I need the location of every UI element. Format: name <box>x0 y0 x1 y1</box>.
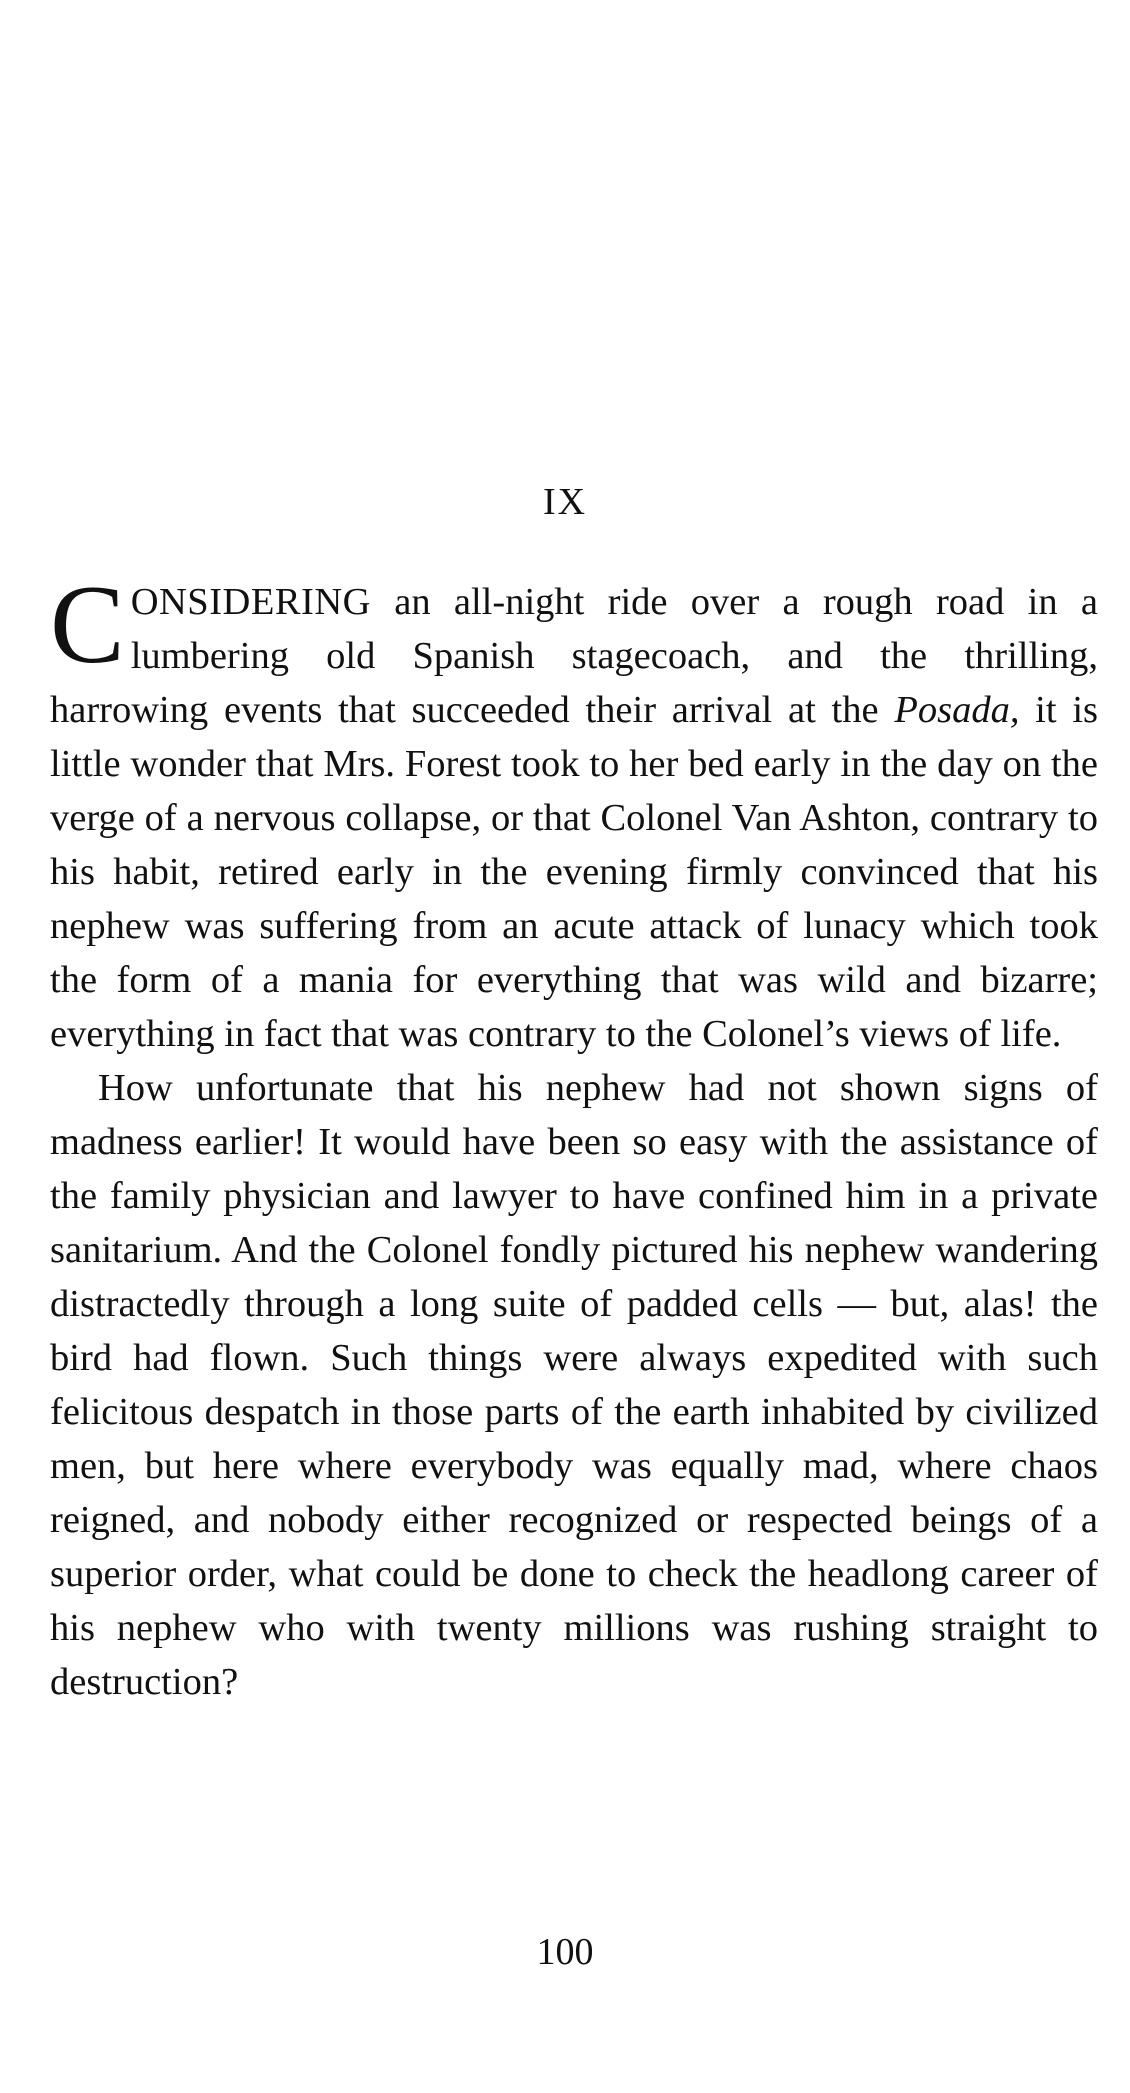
paragraph-1 <box>50 563 1099 1061</box>
page-number: 100 <box>536 1931 594 1973</box>
drop-cap-letter: C <box>50 563 125 687</box>
chapter-number: IX <box>542 481 588 523</box>
paragraph-2: How unfortunate that his nephew had not shown signs of madness earlier! It would have been so easy with the assistance of the family physician and lawyer to have confined him in a private sanitarium. And the Colonel fondly pictured his nephew wandering distractedly through a long suite of padded cells — but, alas! the bird had flown. Such things were always expedited with such felicitous despatch in those parts of the earth inhabited by civilized men, but here where everybody was equally mad, where chaos reigned, and nobody either recognized or respected beings of a superior order, what could be done to check the headlong career of his nephew who with twenty millions was rushing straight to destruction? <box>50 1067 1098 1703</box>
paragraph-1-text-b: it is little wonder that Mrs. Forest took to her bed early in the day on the verge of a nervous collapse, or that Colonel Van Ashton, contrary to his habit, retired early in the evening firmly convinced that his nephew was suffering from an acute attack of lunacy which took the form of a mania for everything that was wild and bizarre; everything in fact that was contrary to the Colonel’s views of life. <box>50 689 1099 1055</box>
body-text <box>50 563 1099 1709</box>
italic-term: Posada, <box>894 689 1020 731</box>
paragraph-1-text-a: an all-night ride over a rough road in a lumbering old Spanish stagecoach, and the thrilling, harrowing events that succeeded their arrival at the <box>50 581 1098 731</box>
opening-caps: ONSIDERING <box>130 581 371 623</box>
